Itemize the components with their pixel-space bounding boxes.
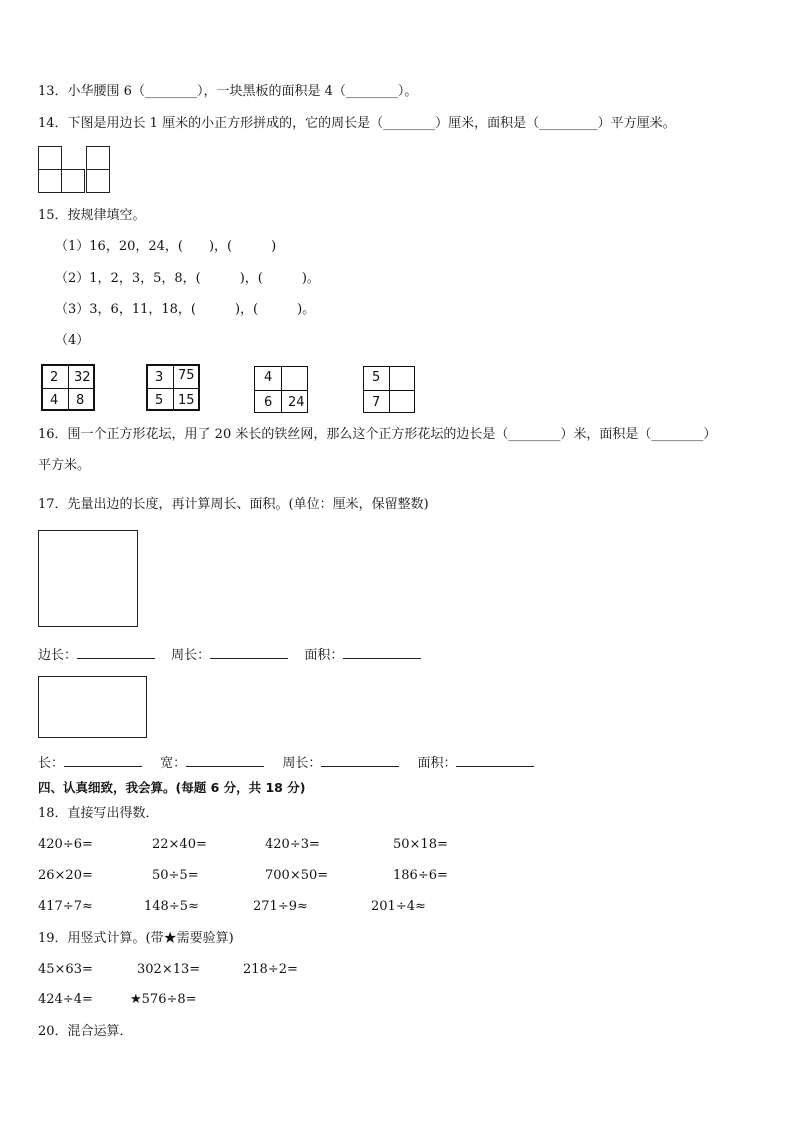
question-20: 20．混合运算． [38, 1024, 133, 1039]
grid-cell-br: 24 [288, 395, 305, 410]
calc-item: 45×63= [38, 962, 93, 977]
grid-cell-tl: 3 [155, 370, 164, 385]
calc-item: 420÷6= [38, 837, 93, 852]
grid-cell-br: 15 [178, 393, 195, 408]
calc-item: 201÷4≈ [371, 899, 426, 914]
question-15-part-3: （3）3，6，11，18，( )，( )。 [55, 302, 316, 317]
square-answer-line [38, 646, 421, 664]
calc-item: 302×13= [137, 962, 201, 977]
length-blank[interactable] [64, 754, 142, 767]
question-16-line-2: 平方米。 [38, 458, 91, 473]
area-blank[interactable] [456, 754, 534, 767]
area-label: 面积： [417, 756, 457, 771]
rectangle-shape [38, 676, 147, 738]
calc-item: 700×50= [265, 868, 329, 883]
calc-item: 424÷4= [38, 992, 93, 1007]
perimeter-label: 周长： [282, 756, 322, 771]
grid-cell-tl: 5 [372, 370, 381, 385]
calc-item: 50×18= [393, 837, 448, 852]
number-grid-4 [363, 366, 415, 413]
number-grid-1 [41, 364, 95, 411]
calc-item: 218÷2= [243, 962, 298, 977]
question-16-line-1: 16．围一个正方形花坛，用了 20 米长的铁丝网，那么这个正方形花坛的边长是（________）米，面积是（________） [38, 427, 717, 442]
width-blank[interactable] [186, 754, 264, 767]
calc-item: 148÷5≈ [144, 899, 199, 914]
area-label: 面积： [304, 648, 344, 663]
perimeter-blank[interactable] [210, 646, 288, 659]
perimeter-blank[interactable] [321, 754, 399, 767]
grid-cell-bl: 7 [372, 395, 381, 410]
calc-item: 22×40= [152, 837, 207, 852]
calc-item: 186÷6= [393, 868, 448, 883]
side-blank[interactable] [77, 646, 155, 659]
question-15-part-4: （4） [55, 333, 90, 348]
grid-cell-tl: 4 [264, 370, 273, 385]
calc-item: 50÷5= [152, 868, 199, 883]
question-15-part-1: （1）16，20，24，( )，( ) [55, 239, 277, 254]
question-13: 13．小华腰围 6（________），一块黑板的面积是 4（________）。 [38, 84, 418, 99]
square-shape [38, 530, 138, 627]
calc-item: 26×20= [38, 868, 93, 883]
side-label: 边长： [38, 648, 78, 663]
unit-square [86, 146, 110, 170]
area-blank[interactable] [343, 646, 421, 659]
number-grid-2 [146, 364, 200, 411]
perimeter-label: 周长： [171, 648, 211, 663]
question-17-title: 17．先量出边的长度，再计算周长、面积。(单位：厘米，保留整数) [38, 497, 429, 512]
question-18-title: 18．直接写出得数． [38, 806, 159, 821]
grid-cell-tl: 2 [50, 370, 59, 385]
length-label: 长： [38, 756, 65, 771]
grid-cell-br: 8 [76, 393, 85, 408]
calc-item: 420÷3= [265, 837, 320, 852]
unit-square [38, 146, 62, 170]
unit-square [86, 169, 110, 193]
grid-cell-bl: 6 [264, 395, 273, 410]
rectangle-answer-line [38, 754, 534, 772]
question-14: 14．下图是用边长 1 厘米的小正方形拼成的，它的周长是（________）厘米，面积是（_________）平方厘米。 [38, 116, 676, 131]
width-label: 宽： [160, 756, 187, 771]
number-grid-3 [254, 366, 308, 413]
unit-square [38, 169, 62, 193]
question-19-title: 19．用竖式计算。(带★需要验算) [38, 931, 234, 946]
grid-cell-tr: 75 [178, 368, 195, 383]
unit-square [61, 169, 85, 193]
calc-item: 417÷7≈ [38, 899, 93, 914]
grid-cell-bl: 4 [50, 393, 59, 408]
section-4-heading: 四、认真细致，我会算。(每题 6 分，共 18 分) [38, 780, 306, 795]
calc-item: 271÷9≈ [253, 899, 308, 914]
question-15-part-2: （2）1，2，3，5，8，( )，( )。 [55, 271, 320, 286]
grid-cell-bl: 5 [155, 393, 164, 408]
calc-item: ★576÷8= [130, 992, 197, 1007]
grid-cell-tr: 32 [74, 370, 91, 385]
question-15-title: 15．按规律填空。 [38, 208, 146, 223]
